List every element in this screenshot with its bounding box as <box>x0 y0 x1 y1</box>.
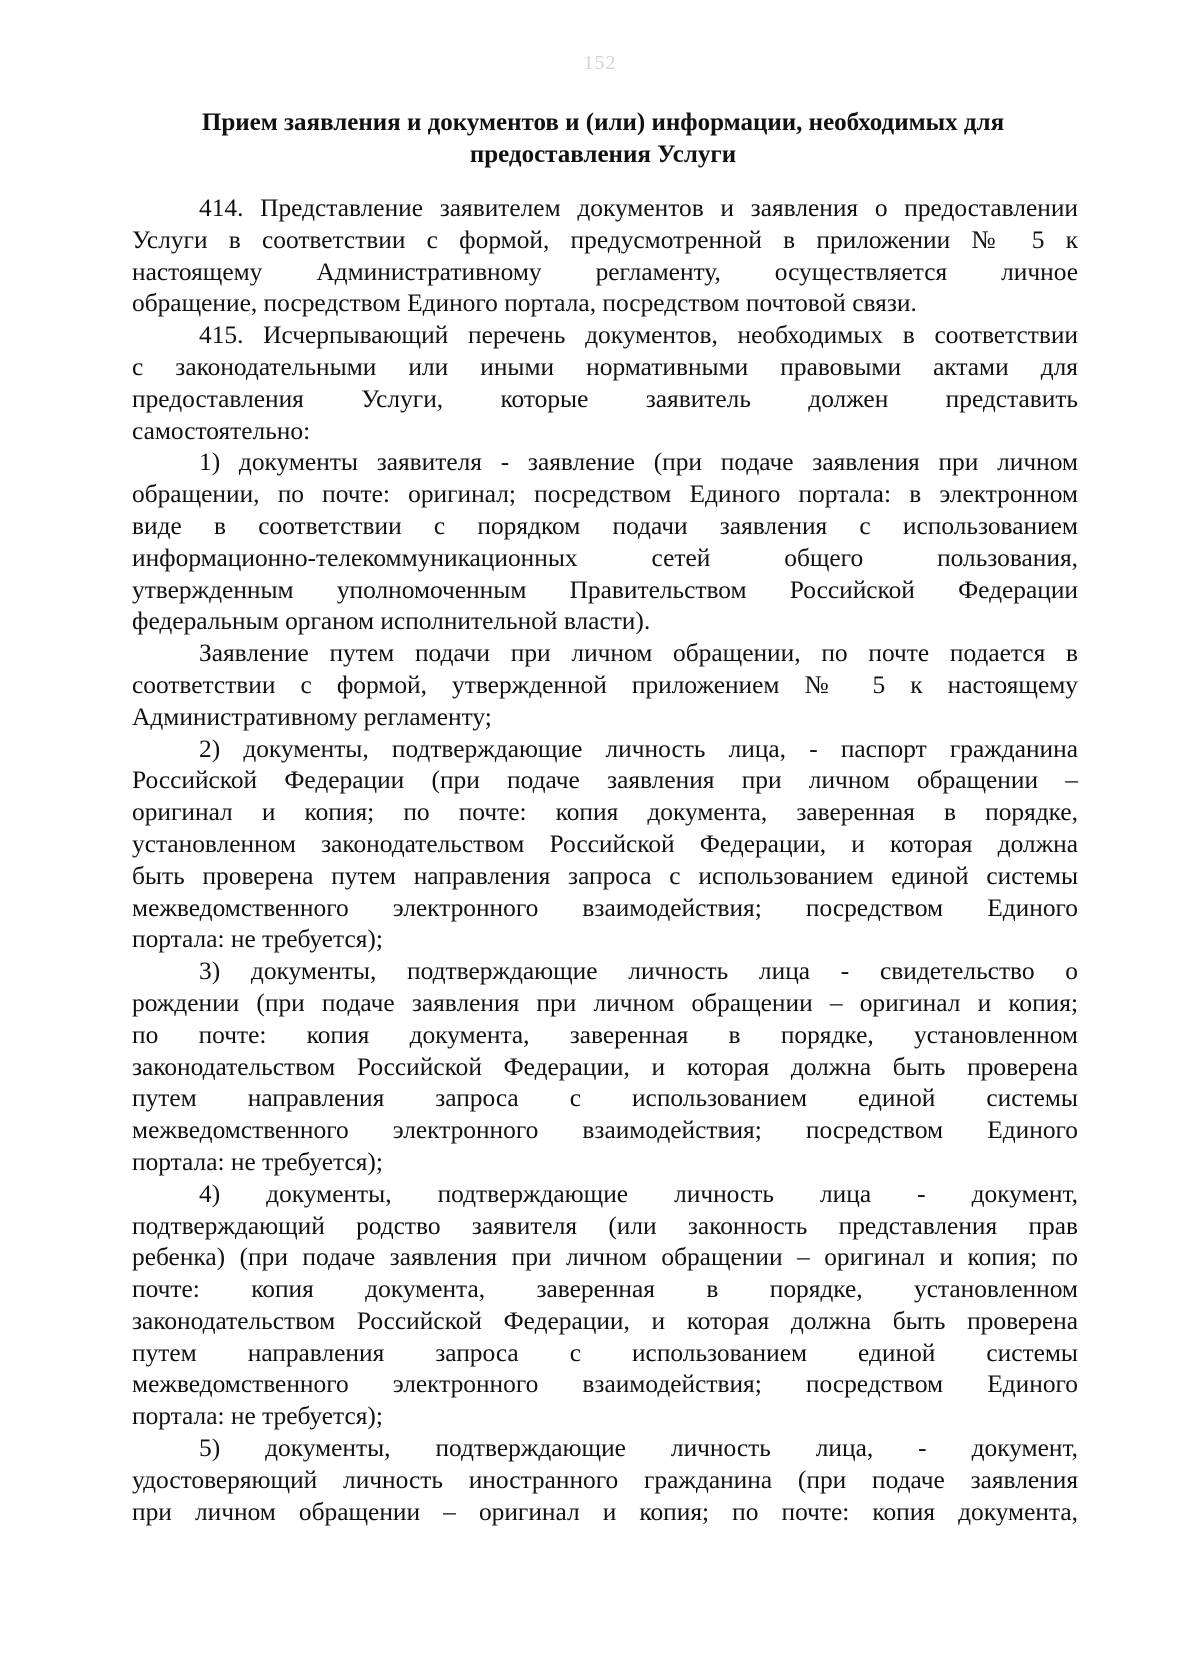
paragraph-line: законодательством Российской Федерации, и которая должна быть проверена <box>132 1052 1078 1081</box>
paragraph-line: законодательством Российской Федерации, и которая должна быть проверена <box>132 1306 1078 1335</box>
paragraph-line: быть проверена путем направления запроса с использованием единой системы <box>132 861 1078 890</box>
paragraph-line: самостоятельно: <box>132 416 311 445</box>
paragraph-line: портала: не требуется); <box>132 925 383 954</box>
paragraph-line: обращении, по почте: оригинал; посредством Единого портала: в электронном <box>132 480 1078 509</box>
paragraph-line: 2) документы, подтверждающие личность лица, - паспорт гражданина <box>199 734 1078 763</box>
paragraph-line: 4) документы, подтверждающие личность лица - документ, <box>199 1179 1078 1208</box>
paragraph-line: подтверждающий родство заявителя (или законность представления прав <box>132 1211 1078 1240</box>
paragraph-line: федеральным органом исполнительной власти). <box>132 607 651 636</box>
paragraph-line: портала: не требуется); <box>132 1147 383 1176</box>
paragraph-line: информационно-телекоммуникационных сетей общего пользования, <box>132 543 1078 572</box>
paragraph-line: предоставления Услуги, которые заявитель должен представить <box>132 384 1078 413</box>
paragraph <box>132 320 1078 447</box>
paragraph <box>132 1179 1078 1433</box>
paragraph <box>132 1433 1078 1528</box>
section-heading <box>130 107 1076 171</box>
section-heading-line-2: предоставления Услуги <box>469 141 737 168</box>
paragraph-line: Российской Федерации (при подаче заявления при личном обращении – <box>132 766 1078 795</box>
paragraph-line: виде в соответствии с порядком подачи заявления с использованием <box>132 511 1078 540</box>
paragraph-line: Заявление путем подачи при личном обращении, по почте подается в <box>199 639 1078 668</box>
paragraph-line: оригинал и копия; по почте: копия документа, заверенная в порядке, <box>132 798 1078 827</box>
paragraph-line: портала: не требуется); <box>132 1402 383 1431</box>
paragraph-line: настоящему Административному регламенту, осуществляется личное <box>132 257 1078 286</box>
paragraph <box>132 447 1078 638</box>
page-number: 152 <box>583 52 617 74</box>
paragraph-line: межведомственного электронного взаимодействия; посредством Единого <box>132 893 1078 922</box>
paragraph <box>132 638 1078 733</box>
paragraph-line: установленном законодательством Российской Федерации, и которая должна <box>132 829 1078 858</box>
paragraph-line: межведомственного электронного взаимодействия; посредством Единого <box>132 1370 1078 1399</box>
document-body <box>132 193 1078 1528</box>
paragraph-line: обращение, посредством Единого портала, посредством почтовой связи. <box>132 289 917 318</box>
paragraph-line: ребенка) (при подаче заявления при личном обращении – оригинал и копия; по <box>132 1243 1078 1272</box>
section-heading-line-1: Прием заявления и документов и (или) информации, необходимых для <box>201 109 1005 136</box>
paragraph-line: удостоверяющий личность иностранного гражданина (при подаче заявления <box>132 1465 1078 1494</box>
paragraph-line: почте: копия документа, заверенная в порядке, установленном <box>132 1275 1078 1304</box>
paragraph <box>132 193 1078 320</box>
paragraph-line: 3) документы, подтверждающие личность лица - свидетельство о <box>199 957 1078 986</box>
paragraph-line: 415. Исчерпывающий перечень документов, необходимых в соответствии <box>199 321 1078 350</box>
paragraph-line: 414. Представление заявителем документов и заявления о предоставлении <box>199 194 1078 222</box>
paragraph-line: 5) документы, подтверждающие личность лица, - документ, <box>199 1434 1078 1463</box>
paragraph-line: Административному регламенту; <box>132 702 492 731</box>
paragraph-line: межведомственного электронного взаимодействия; посредством Единого <box>132 1116 1078 1145</box>
paragraph-line: Услуги в соответствии с формой, предусмотренной в приложении № 5 к <box>132 225 1078 254</box>
paragraph-line: соответствии с формой, утвержденной приложением № 5 к настоящему <box>132 670 1078 699</box>
paragraph-line: рождении (при подаче заявления при личном обращении – оригинал и копия; <box>132 988 1078 1017</box>
paragraph-line: утвержденным уполномоченным Правительством Российской Федерации <box>132 575 1078 604</box>
paragraph <box>132 956 1078 1179</box>
paragraph-line: при личном обращении – оригинал и копия; по почте: копия документа, <box>132 1497 1078 1526</box>
paragraph-line: 1) документы заявителя - заявление (при подаче заявления при личном <box>199 448 1078 477</box>
paragraph-line: путем направления запроса с использованием единой системы <box>132 1084 1078 1113</box>
paragraph-line: путем направления запроса с использованием единой системы <box>132 1338 1078 1367</box>
paragraph <box>132 734 1078 957</box>
paragraph-line: с законодательными или иными нормативными правовыми актами для <box>132 352 1078 381</box>
paragraph-line: по почте: копия документа, заверенная в порядке, установленном <box>132 1020 1078 1049</box>
